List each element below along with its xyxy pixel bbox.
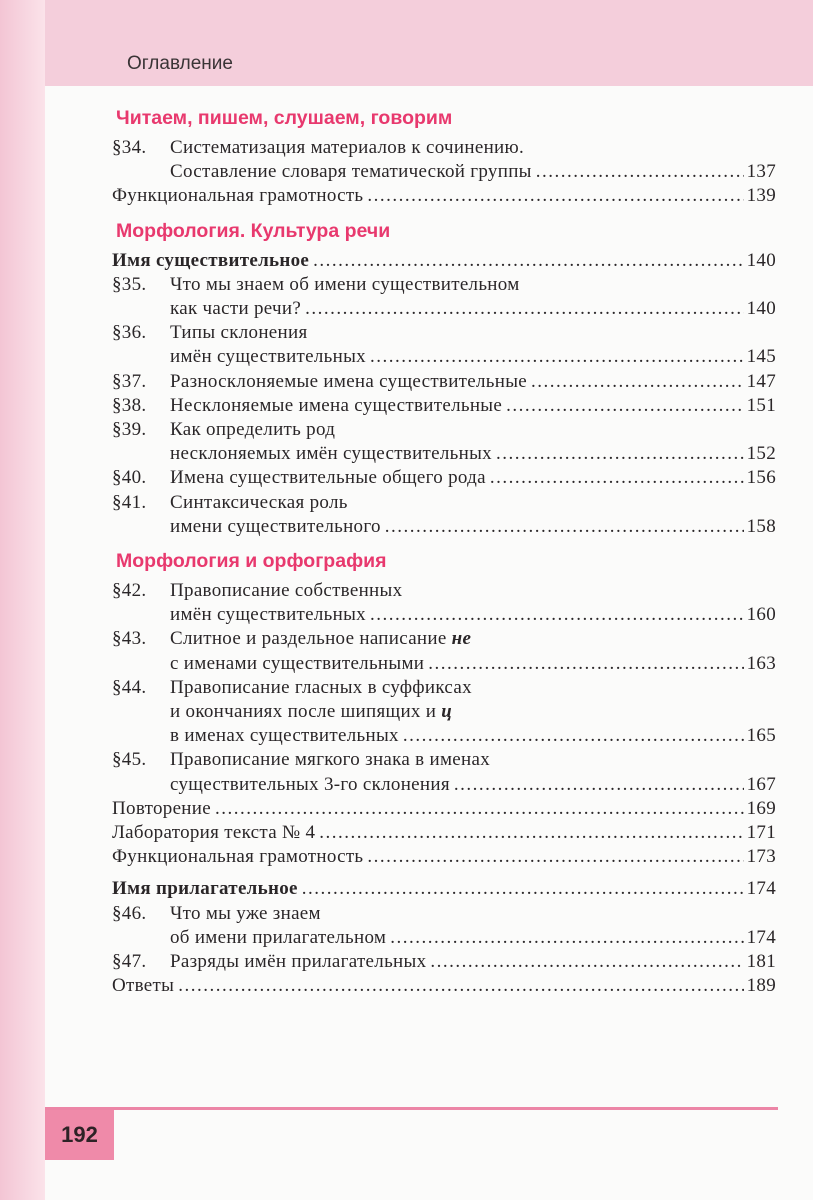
toc-entry[interactable] (112, 797, 776, 821)
entry-line: Синтаксическая роль (170, 491, 348, 513)
entry-title: об имени прилагательном (170, 926, 387, 948)
entry-title: Функциональная грамотность (112, 846, 364, 868)
footer-rule (45, 1107, 778, 1110)
page-ref: 181 (746, 951, 776, 973)
entry-title: имени существительного (170, 515, 381, 537)
paragraph-number: §35. (112, 273, 147, 295)
page-ref: 165 (746, 725, 776, 747)
entry-title: существительных 3-го склонения (170, 773, 450, 795)
entry-title: Имена существительные общего рода (170, 467, 486, 489)
section-heading: Морфология. Культура речи (116, 219, 391, 242)
page-side-band (0, 0, 45, 1200)
entry-title: как части речи? (170, 298, 302, 320)
page-ref: 147 (746, 370, 776, 392)
toc-entry[interactable] (112, 627, 776, 675)
toc-entry[interactable] (112, 950, 776, 974)
toc-entry[interactable] (112, 394, 776, 418)
entry-title: Несклоняемые имена существительные (170, 394, 503, 416)
paragraph-number: §43. (112, 628, 147, 650)
entry-line (112, 627, 776, 651)
toc-entry[interactable] (112, 249, 776, 273)
page-ref: 151 (746, 394, 776, 416)
entry-title: Разносклоняемые имена существительные (170, 370, 528, 392)
emphasis-letter: ц (441, 701, 453, 723)
page-ref: 174 (746, 878, 776, 900)
paragraph-number: §42. (112, 580, 147, 602)
dot-leader (370, 603, 744, 627)
page-ref: 174 (746, 926, 776, 948)
paragraph-number: §45. (112, 749, 147, 771)
page-ref: 189 (746, 975, 776, 997)
dot-leader (178, 974, 743, 998)
dot-leader (367, 184, 743, 208)
page-ref: 160 (746, 604, 776, 626)
dot-leader (302, 877, 744, 901)
page-number-badge (45, 1110, 114, 1160)
dot-leader (536, 160, 744, 184)
toc-entry[interactable] (112, 974, 776, 998)
entry-line: Что мы знаем об имени существительном (170, 273, 520, 295)
entry-line (112, 700, 776, 724)
dot-leader (506, 394, 743, 418)
entry-title: Составление словаря тематической группы (170, 161, 532, 183)
page-ref: 169 (746, 797, 776, 819)
dot-leader (490, 466, 744, 490)
page-number: 192 (61, 1122, 98, 1147)
header-band (45, 0, 813, 86)
entry-title: имён существительных (170, 604, 366, 626)
entry-title: несклоняемых имён существительных (170, 443, 492, 465)
section-heading: Читаем, пишем, слушаем, говорим (116, 107, 453, 129)
dot-leader (215, 797, 744, 821)
entry-title: Разряды имён прилагательных (170, 951, 427, 973)
dot-leader (531, 370, 744, 394)
page-ref: 145 (746, 346, 776, 368)
page-ref: 139 (746, 185, 776, 207)
emphasis-particle: не (451, 628, 472, 650)
page-ref: 140 (746, 298, 776, 320)
toc-entry[interactable] (112, 845, 776, 869)
page-ref: 158 (746, 515, 776, 537)
page-ref: 156 (746, 467, 776, 489)
entry-line: Систематизация материалов к сочинению. (170, 137, 525, 158)
dot-leader (370, 345, 744, 369)
toc-entry[interactable] (112, 579, 776, 627)
dot-leader (496, 442, 744, 466)
paragraph-number: §40. (112, 467, 147, 489)
entry-line-text: и окончаниях после шипящих и (170, 701, 437, 723)
page-ref: 140 (746, 249, 776, 271)
toc-entry[interactable] (112, 877, 776, 901)
page-ref: 152 (746, 443, 776, 465)
section-heading: Морфология и орфография (116, 550, 387, 573)
entry-title: Имя существительное (112, 249, 310, 271)
page-ref: 171 (746, 822, 776, 844)
header-title: Оглавление (127, 53, 233, 74)
entry-line-text: Слитное и раздельное написание (170, 628, 447, 650)
entry-title: имён существительных (170, 346, 366, 368)
page-ref: 137 (746, 161, 776, 183)
entry-title: Функциональная грамотность (112, 185, 364, 207)
paragraph-number: §41. (112, 491, 147, 513)
toc-entry[interactable] (112, 821, 776, 845)
paragraph-number: §37. (112, 370, 147, 392)
dot-leader (305, 297, 743, 321)
entry-line: Правописание собственных (170, 580, 403, 602)
toc-entry[interactable] (112, 184, 776, 208)
paragraph-number: §47. (112, 951, 147, 973)
paragraph-number: §46. (112, 902, 147, 924)
entry-line: Правописание гласных в суффиксах (170, 676, 472, 698)
paragraph-number: §39. (112, 419, 147, 441)
dot-leader (367, 845, 743, 869)
toc-entry[interactable] (112, 748, 776, 796)
dot-leader (428, 652, 743, 676)
toc-entry[interactable] (112, 676, 776, 749)
entry-line: Типы склонения (170, 322, 308, 344)
entry-line: Правописание мягкого знака в именах (170, 749, 491, 771)
toc-entry[interactable] (112, 136, 776, 184)
toc-entry[interactable] (112, 466, 776, 490)
entry-title: Повторение (112, 797, 211, 819)
dot-leader (313, 249, 743, 273)
entry-title: с именами существительными (170, 652, 425, 674)
dot-leader (454, 773, 744, 797)
toc-entry[interactable] (112, 418, 776, 466)
paragraph-number: §44. (112, 676, 147, 698)
dot-leader (390, 926, 743, 950)
toc-entry[interactable] (112, 273, 776, 321)
entry-title: Имя прилагательное (112, 878, 298, 900)
entry-title: в именах существительных (170, 725, 399, 747)
entry-line: Как определить род (170, 419, 336, 441)
page-ref: 167 (746, 773, 776, 795)
entry-title: Лаборатория текста № 4 (112, 822, 316, 844)
toc-entry[interactable] (112, 902, 776, 950)
page-ref: 173 (746, 846, 776, 868)
table-of-contents (112, 100, 776, 999)
paragraph-number: §38. (112, 394, 147, 416)
dot-leader (385, 515, 744, 539)
paragraph-number: §36. (112, 322, 147, 344)
toc-entry[interactable] (112, 491, 776, 539)
dot-leader (319, 821, 743, 845)
toc-entry[interactable] (112, 321, 776, 369)
entry-line: Что мы уже знаем (170, 902, 321, 924)
toc-entry[interactable] (112, 370, 776, 394)
dot-leader (403, 724, 744, 748)
page-ref: 163 (746, 652, 776, 674)
entry-title: Ответы (112, 975, 175, 997)
paragraph-number: §34. (112, 137, 147, 158)
dot-leader (430, 950, 743, 974)
